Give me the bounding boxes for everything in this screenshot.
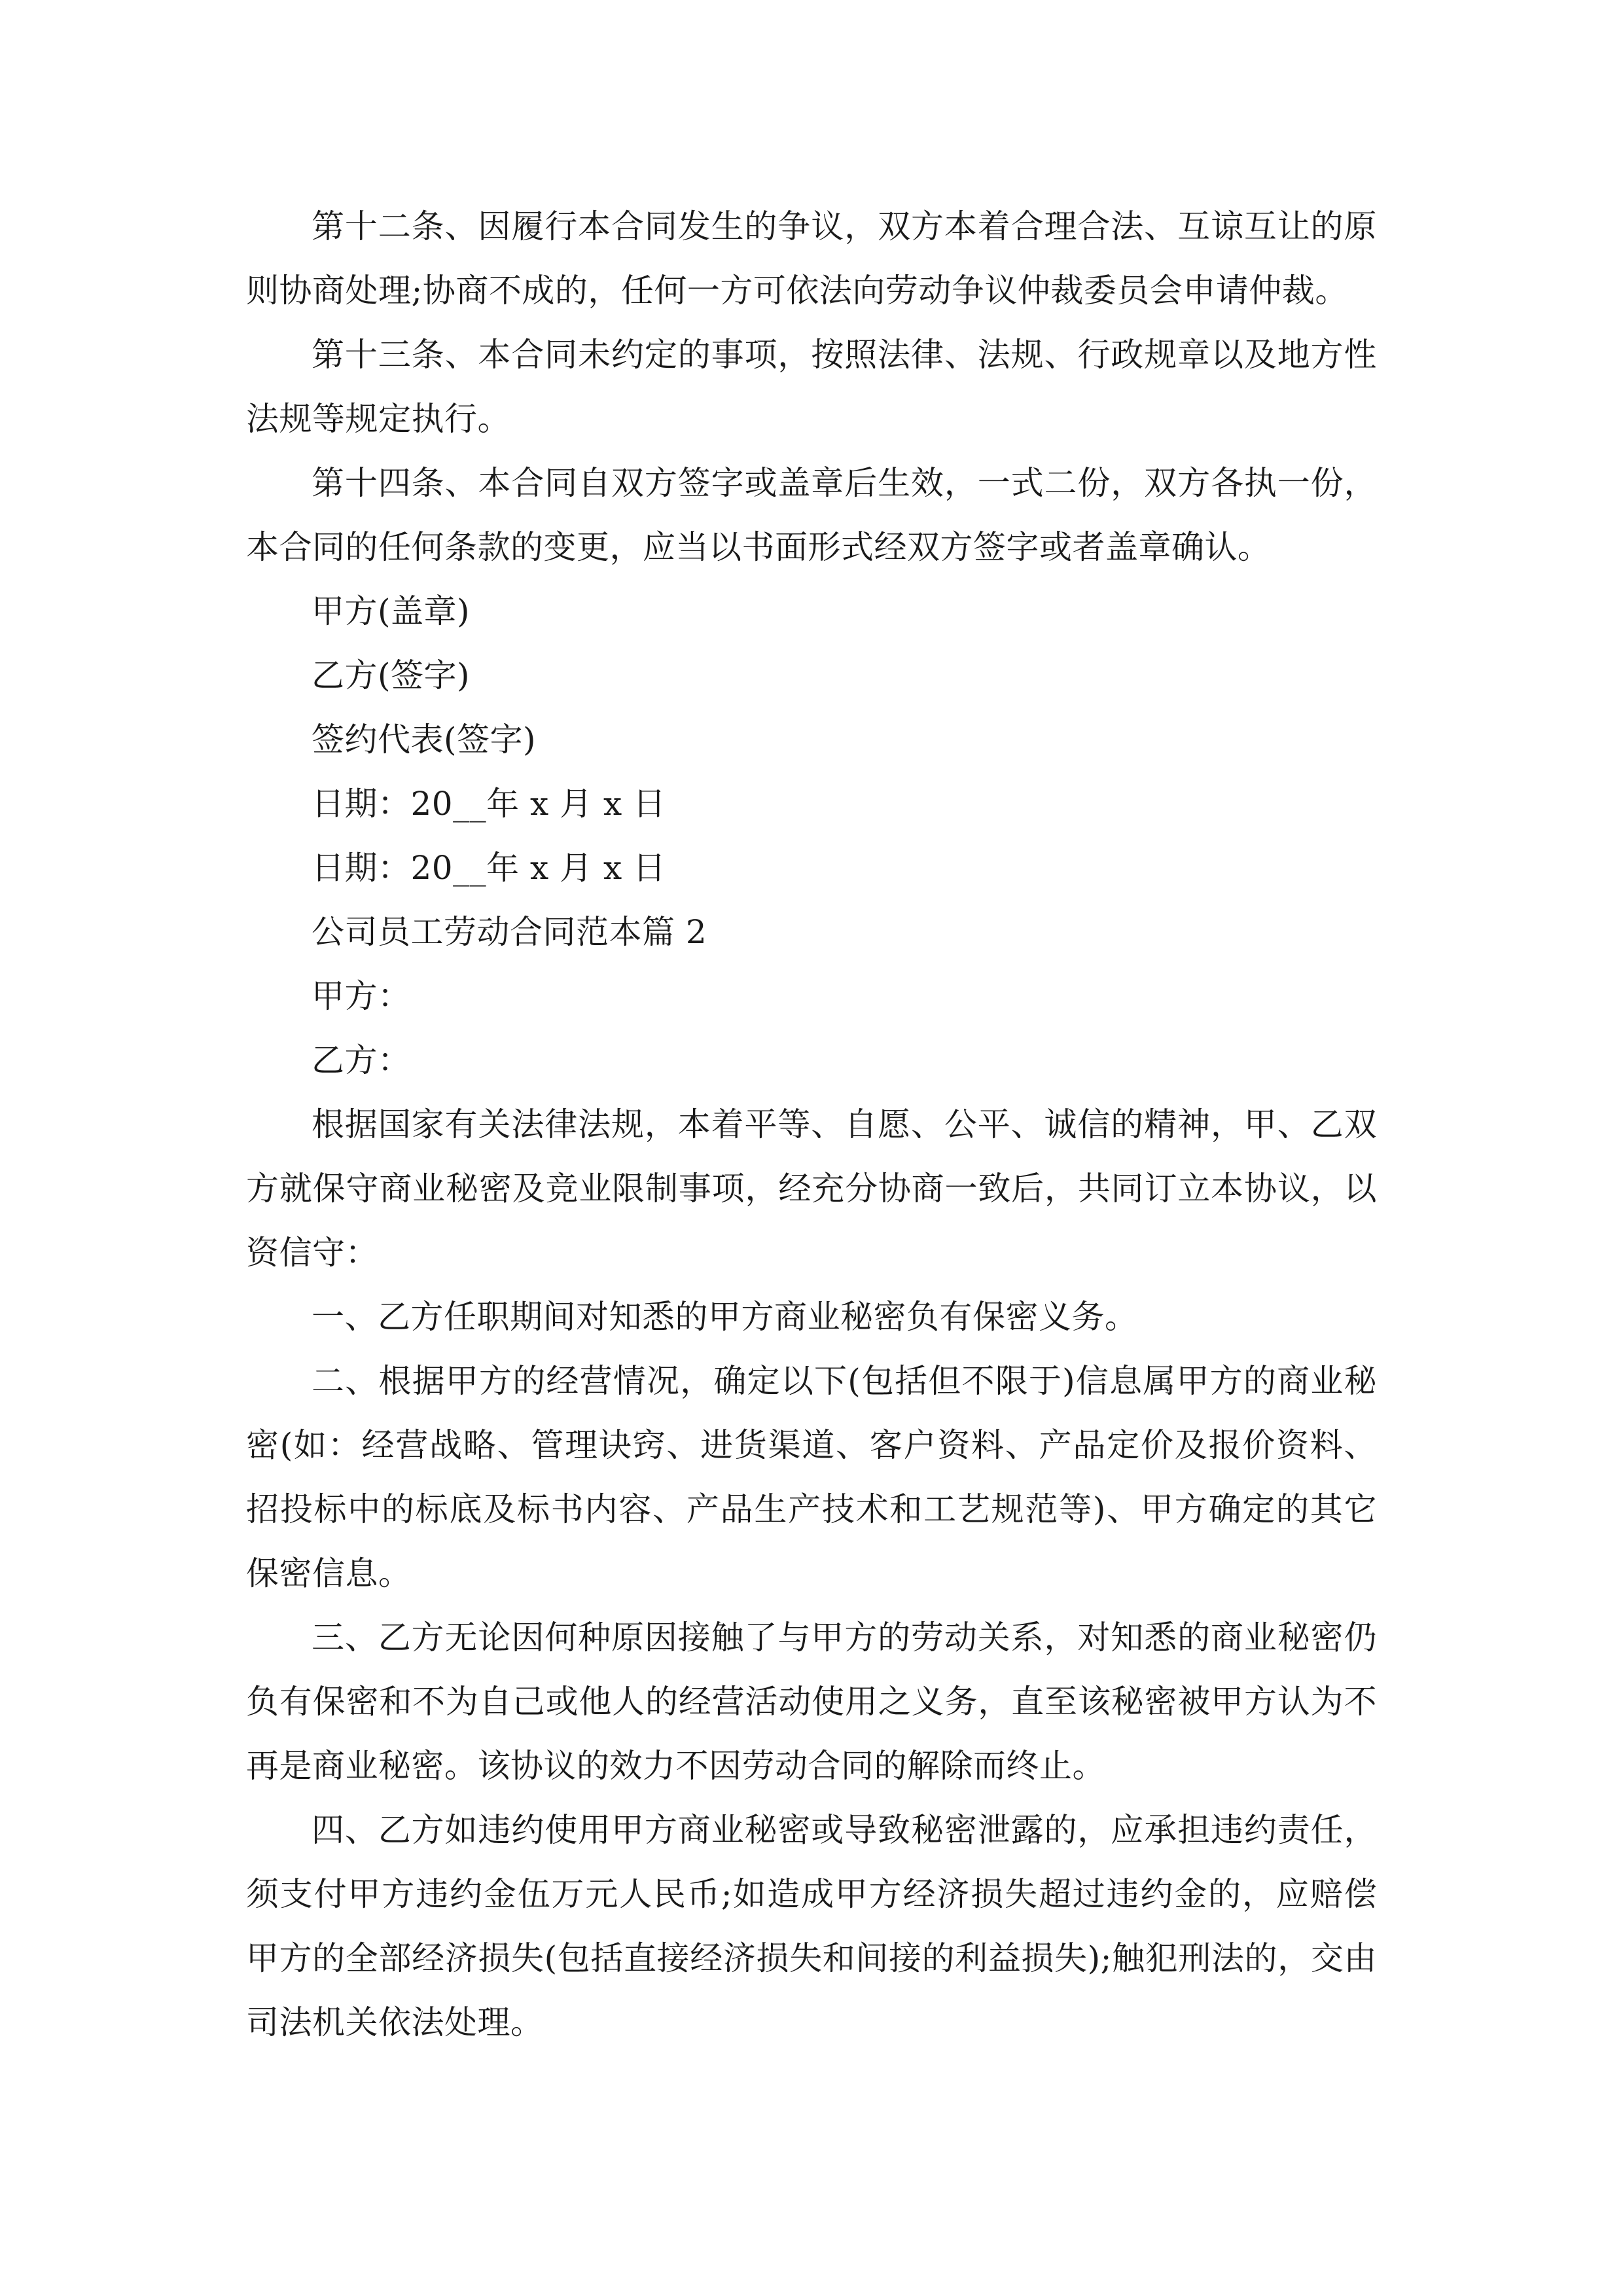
signature-date-1: 日期：20__年 x 月 x 日 bbox=[312, 785, 666, 823]
paragraph-clause-1: 一、乙方任职期间对知悉的甲方商业秘密负有保密义务。 bbox=[312, 1298, 1138, 1336]
signature-party-a: 甲方(盖章) bbox=[312, 592, 471, 630]
signature-party-b: 乙方(签字) bbox=[312, 656, 471, 694]
section-title-template-2: 公司员工劳动合同范本篇 2 bbox=[312, 913, 707, 951]
party-a-label: 甲方： bbox=[312, 977, 411, 1015]
signature-representative: 签约代表(签字) bbox=[312, 721, 537, 759]
document-body bbox=[246, 194, 1377, 2054]
paragraph-clause-3: 三、乙方无论因何种原因接触了与甲方的劳动关系，对知悉的商业秘密仍负有保密和不为自己或他人的经营活动使用之义务，直至该秘密被甲方认为不再是商业秘密。该协议的效力不因劳动合同的解除而终止。 bbox=[246, 1619, 1377, 1785]
signature-date-2: 日期：20__年 x 月 x 日 bbox=[312, 849, 666, 887]
paragraph-article-13: 第十三条、本合同未约定的事项，按照法律、法规、行政规章以及地方性法规等规定执行。 bbox=[246, 336, 1377, 438]
party-b-label: 乙方： bbox=[312, 1041, 411, 1079]
paragraph-article-12: 第十二条、因履行本合同发生的争议，双方本着合理合法、互谅互让的原则协商处理;协商不成的，任何一方可依法向劳动争议仲裁委员会申请仲裁。 bbox=[246, 207, 1377, 310]
paragraph-clause-4: 四、乙方如违约使用甲方商业秘密或导致秘密泄露的，应承担违约责任，须支付甲方违约金伍万元人民币;如造成甲方经济损失超过违约金的，应赔偿甲方的全部经济损失(包括直接经济损失和间接的利益损失);触犯刑法的，交由司法机关依法处理。 bbox=[246, 1811, 1377, 2041]
paragraph-article-14: 第十四条、本合同自双方签字或盖章后生效，一式二份，双方各执一份，本合同的任何条款的变更，应当以书面形式经双方签字或者盖章确认。 bbox=[246, 464, 1377, 566]
paragraph-preamble: 根据国家有关法律法规，本着平等、自愿、公平、诚信的精神，甲、乙双方就保守商业秘密及竞业限制事项，经充分协商一致后，共同订立本协议，以资信守： bbox=[246, 1105, 1377, 1272]
paragraph-clause-2: 二、根据甲方的经营情况，确定以下(包括但不限于)信息属甲方的商业秘密(如：经营战略、管理诀窍、进货渠道、客户资料、产品定价及报价资料、招投标中的标底及标书内容、产品生产技术和工艺规范等)、甲方确定的其它保密信息。 bbox=[246, 1362, 1377, 1592]
